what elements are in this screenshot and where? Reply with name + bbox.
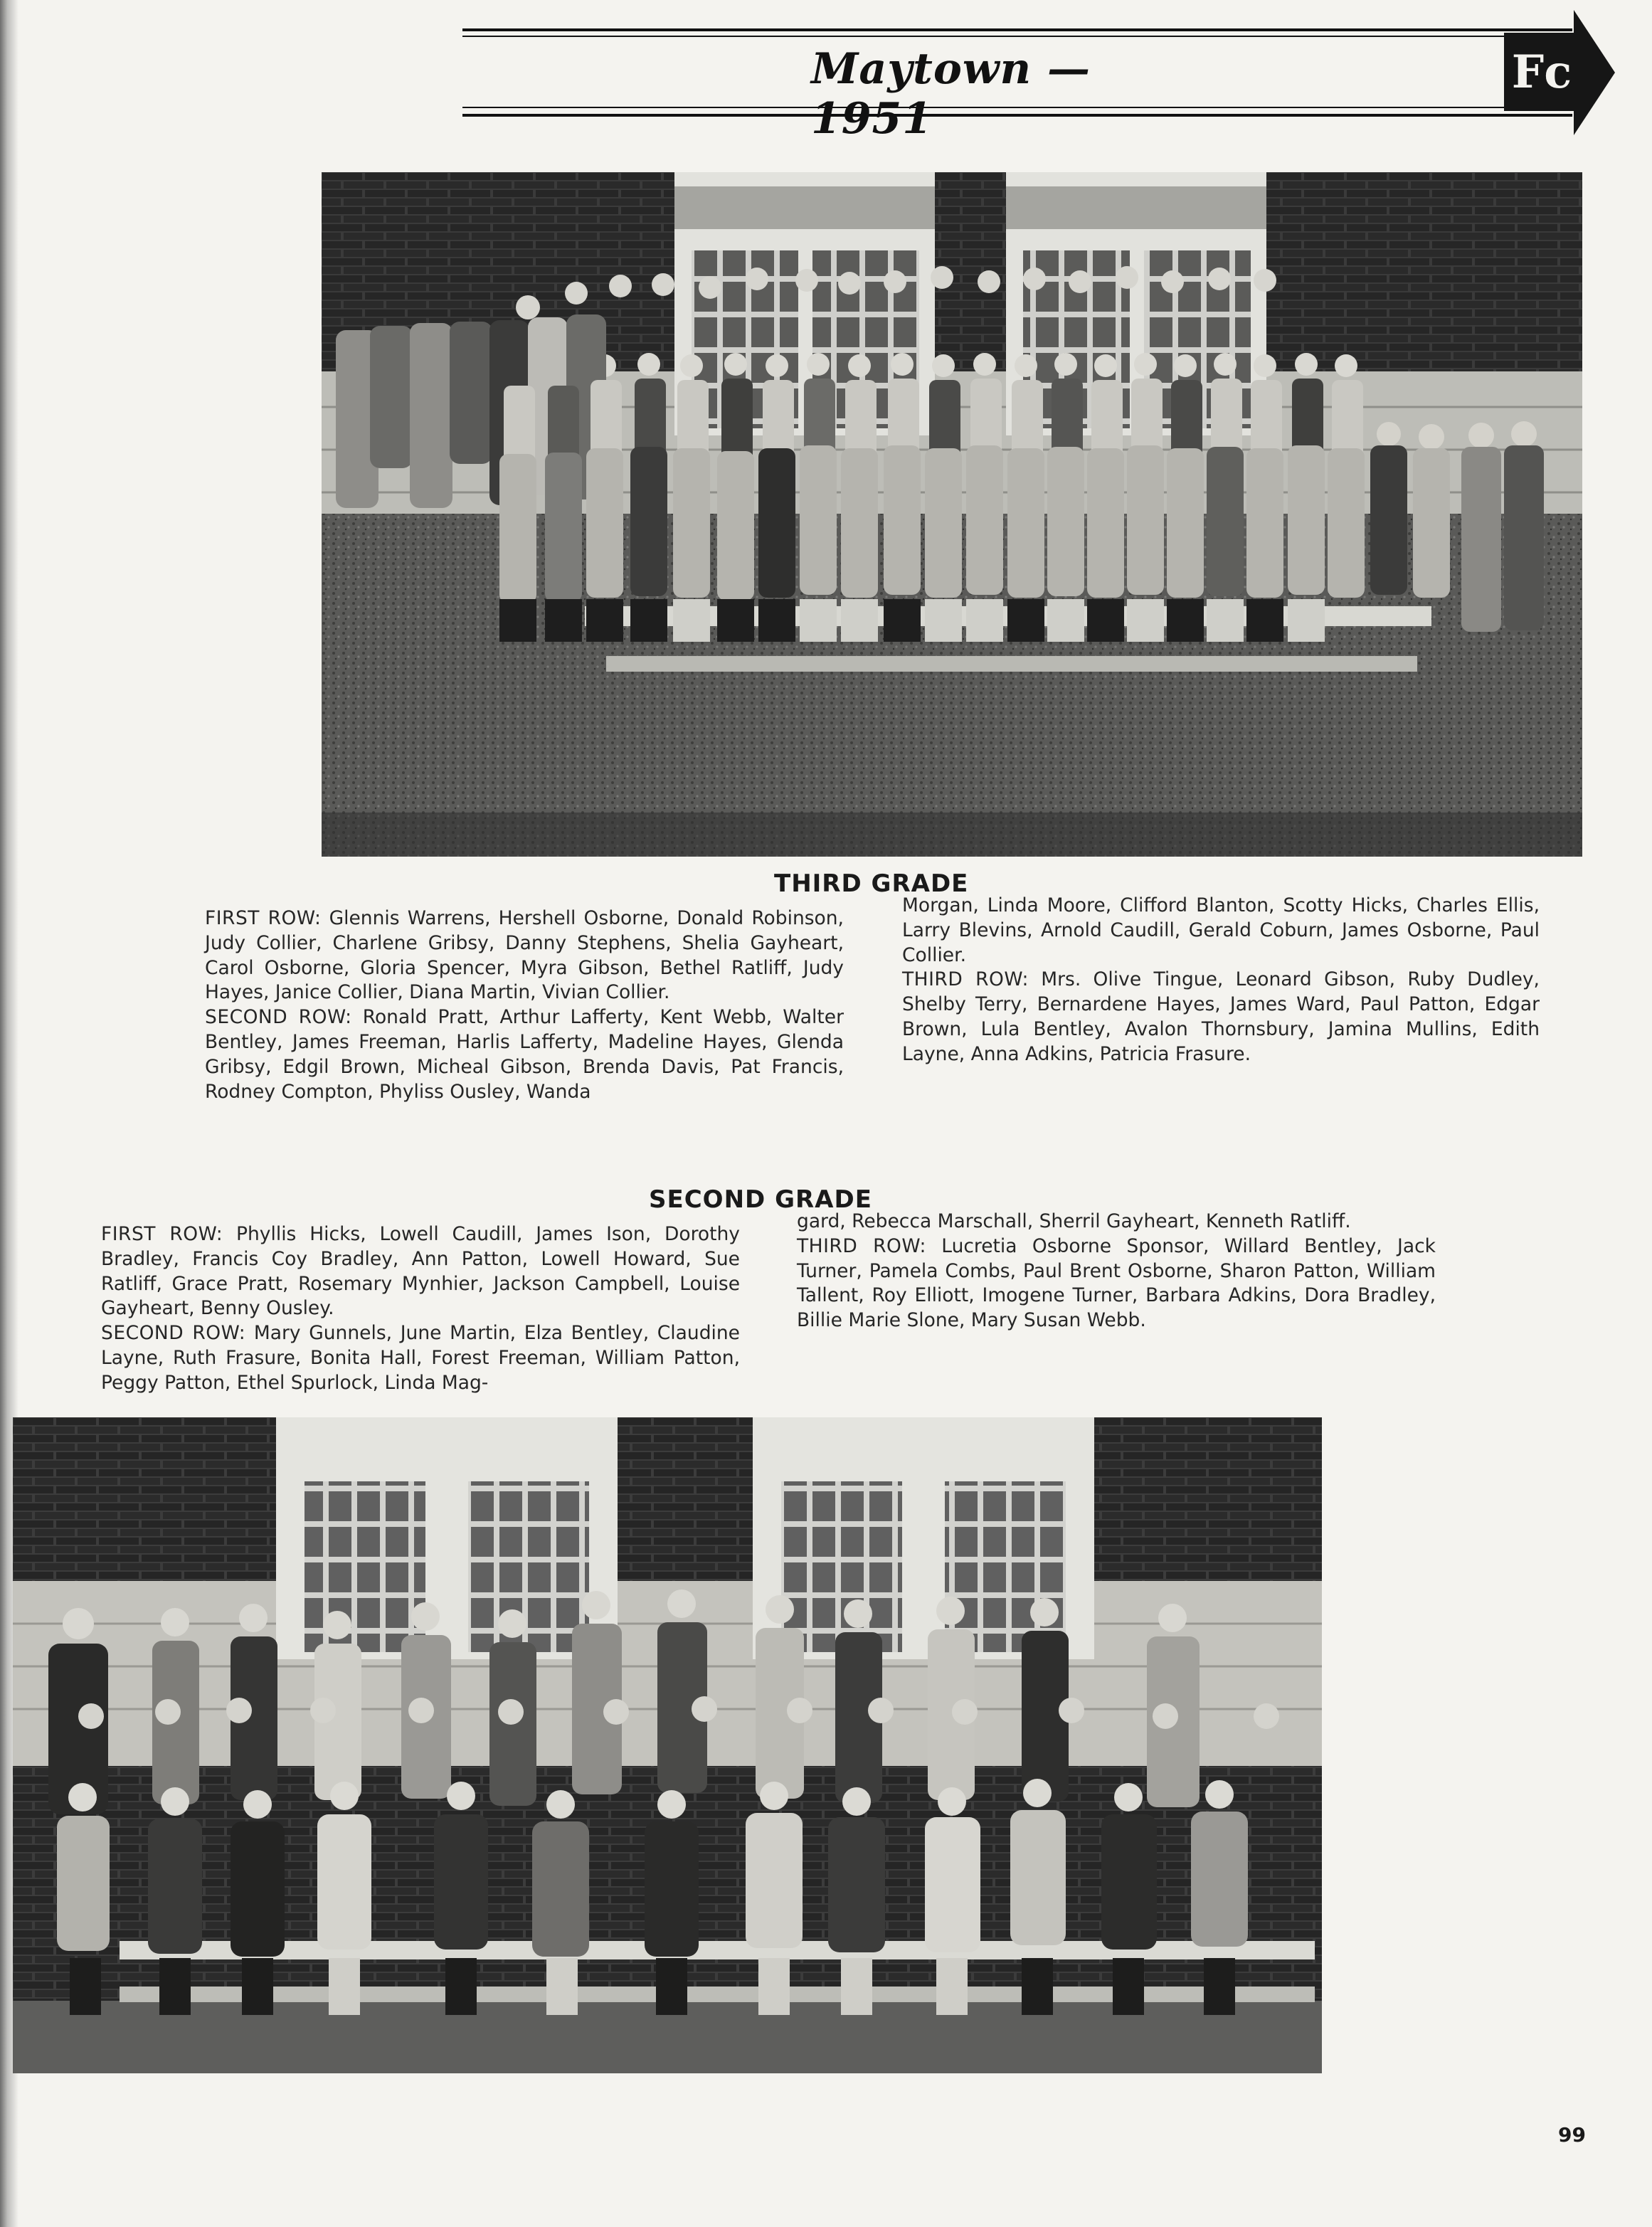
- third-grade-photo: [322, 172, 1582, 857]
- second-grade-caption-left: [101, 1222, 740, 1396]
- row-names: Glennis Warrens, Hershell Osborne, Donald Robinson, Judy Collier, Charlene Gribsy, Danny Stephens, Shelia Gayheart, Carol Osborne, Gloria Spencer, Myra Gibson, Bethel Ratliff, Judy Hayes, Janice Collier, Diana Martin, Vivian Collier.: [205, 907, 844, 1004]
- second-grade-caption-right: [797, 1210, 1436, 1333]
- row-label: THIRD ROW:: [797, 1234, 926, 1257]
- second-grade-heading: SECOND GRADE: [649, 1185, 872, 1214]
- second-grade-second-row: [101, 1321, 740, 1395]
- row-label: SECOND ROW:: [101, 1322, 246, 1345]
- second-grade-second-row-cont: gard, Rebecca Marschall, Sherril Gayheart, Kenneth Ratliff.: [797, 1210, 1351, 1232]
- third-grade-first-row: [205, 906, 844, 1005]
- page-number: 99: [1558, 2123, 1586, 2147]
- second-grade-first-row: [101, 1222, 740, 1321]
- second-grade-third-row: [797, 1234, 1436, 1333]
- row-label: FIRST ROW:: [205, 907, 322, 929]
- second-grade-photo: [13, 1417, 1322, 2073]
- row-names: Ronald Pratt, Arthur Lafferty, Kent Webb, Walter Bentley, James Freeman, Harlis Lafferty, Madeline Hayes, Glenda Gribsy, Edgil Brown, Micheal Gibson, Brenda Davis, Pat Francis, Rodney Compton, Phyliss Ousley, Wanda: [205, 1006, 844, 1103]
- header-rule-top: [462, 28, 1572, 31]
- third-grade-third-row: [902, 968, 1540, 1067]
- header-rule-top-thin: [462, 36, 1572, 37]
- row-label: SECOND ROW:: [205, 1006, 352, 1029]
- third-grade-caption-right: [902, 894, 1540, 1067]
- section-tab: Fc: [1504, 33, 1579, 111]
- third-grade-second-row-cont: Morgan, Linda Moore, Clifford Blanton, Scotty Hicks, Charles Ellis, Larry Blevins, Arnold Caudill, Gerald Coburn, James Osborne, Paul Collier.: [902, 894, 1540, 966]
- row-label: THIRD ROW:: [902, 968, 1029, 991]
- tab-arrow-icon: [1574, 10, 1615, 135]
- row-names: Mrs. Olive Tingue, Leonard Gibson, Ruby Dudley, Shelby Terry, Bernardene Hayes, James Ward, Paul Patton, Edgar Brown, Lula Bentley, Avalon Thornsbury, Jamina Mullins, Edith Layne, Anna Adkins, Patricia Frasure.: [902, 968, 1540, 1065]
- row-names: Mary Gunnels, June Martin, Elza Bentley, Claudine Layne, Ruth Frasure, Bonita Hall, Forest Freeman, William Patton, Peggy Patton, Ethel Spurlock, Linda Mag-: [101, 1322, 740, 1394]
- row-label: FIRST ROW:: [101, 1223, 223, 1245]
- page-title: Maytown — 1951: [811, 44, 1091, 144]
- third-grade-caption-left: [205, 906, 844, 1104]
- third-grade-second-row: [205, 1005, 844, 1104]
- row-names: Phyllis Hicks, Lowell Caudill, James Ison, Dorothy Bradley, Francis Coy Bradley, Ann Patton, Lowell Howard, Sue Ratliff, Grace Pratt, Rosemary Mynhier, Jackson Campbell, Louise Gayheart, Benny Ousley.: [101, 1223, 740, 1320]
- row-names: Lucretia Osborne Sponsor, Willard Bentley, Jack Turner, Pamela Combs, Paul Brent Osborne, Sharon Patton, William Tallent, Roy Elliott, Imogene Turner, Barbara Adkins, Dora Bradley, Billie Marie Slone, Mary Susan Webb.: [797, 1234, 1436, 1332]
- third-grade-heading: THIRD GRADE: [774, 869, 969, 898]
